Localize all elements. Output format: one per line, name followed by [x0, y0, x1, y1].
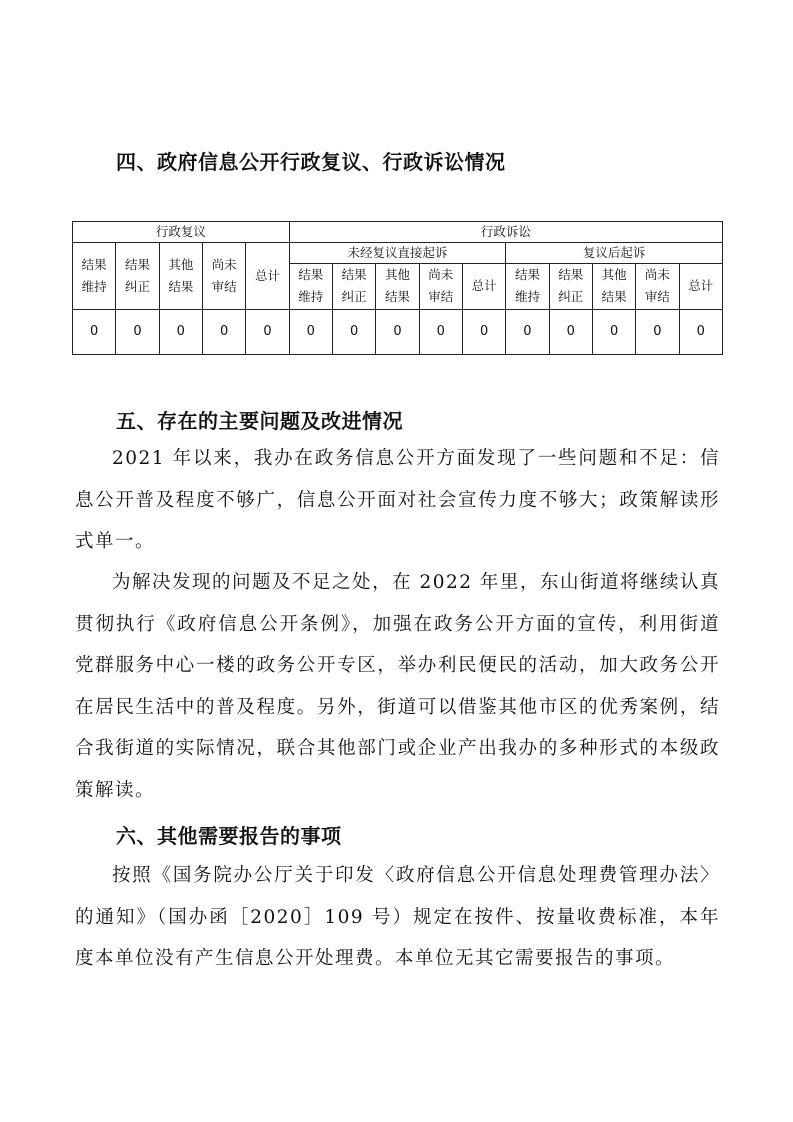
- direct-col-total: 总计: [462, 264, 505, 309]
- header-litigation-after-review: 复议后起诉: [506, 243, 723, 264]
- review-col-maintain: 结果 维持: [73, 243, 116, 309]
- review-col-pending: 尚未 审结: [202, 243, 245, 309]
- section-4-heading: 四、政府信息公开行政复议、行政诉讼情况: [116, 150, 506, 174]
- value-cell: 0: [202, 309, 245, 354]
- header-administrative-review: 行政复议: [73, 222, 290, 243]
- section-5-heading: 五、存在的主要问题及改进情况: [116, 409, 403, 433]
- value-cell: 0: [159, 309, 202, 354]
- header-administrative-litigation: 行政诉讼: [289, 222, 722, 243]
- value-cell: 0: [246, 309, 289, 354]
- direct-col-maintain: 结果 维持: [289, 264, 332, 309]
- review-col-other: 其他 结果: [159, 243, 202, 309]
- review-col-correct: 结果 纠正: [116, 243, 159, 309]
- header-direct-litigation: 未经复议直接起诉: [289, 243, 506, 264]
- value-cell: 0: [679, 309, 722, 354]
- after-col-total: 总计: [679, 264, 722, 309]
- direct-col-other: 其他 结果: [376, 264, 419, 309]
- section-6-heading: 六、其他需要报告的事项: [116, 824, 342, 848]
- direct-col-pending: 尚未 审结: [419, 264, 462, 309]
- review-col-total: 总计: [246, 243, 289, 309]
- paragraph-problems: 2021 年以来，我办在政务信息公开方面发现了一些问题和不足：信息公开普及程度不够广，信息公开面对社会宣传力度不够大；政策解读形式单一。: [75, 448, 720, 552]
- value-cell: 0: [73, 309, 116, 354]
- value-cell: 0: [332, 309, 375, 354]
- value-cell: 0: [462, 309, 505, 354]
- value-cell: 0: [506, 309, 549, 354]
- value-cell: 0: [592, 309, 635, 354]
- values-row: [73, 309, 723, 354]
- value-cell: 0: [289, 309, 332, 354]
- paragraph-other-matters: 按照《国务院办公厅关于印发〈政府信息公开信息处理费管理办法〉的通知》（国办函［2020］109 号）规定在按件、按量收费标准，本年度本单位没有产生信息公开处理费。本单位无其它需要报告的事项。: [75, 865, 720, 969]
- after-col-correct: 结果 纠正: [549, 264, 592, 309]
- after-col-maintain: 结果 维持: [506, 264, 549, 309]
- value-cell: 0: [419, 309, 462, 354]
- direct-col-correct: 结果 纠正: [332, 264, 375, 309]
- paragraph-improvements: 为解决发现的问题及不足之处，在 2022 年里，东山街道将继续认真贯彻执行《政府信息公开条例》，加强在政务公开方面的宣传，利用街道党群服务中心一楼的政务公开专区，举办利民便民的活动，加大政务公开在居民生活中的普及程度。另外，街道可以借鉴其他市区的优秀案例，结合我街道的实际情况，联合其他部门或企业产出我办的多种形式的本级政策解读。: [75, 572, 720, 801]
- review-litigation-table: [72, 221, 723, 355]
- value-cell: 0: [636, 309, 679, 354]
- after-col-other: 其他 结果: [592, 264, 635, 309]
- after-col-pending: 尚未 审结: [636, 264, 679, 309]
- value-cell: 0: [549, 309, 592, 354]
- value-cell: 0: [116, 309, 159, 354]
- value-cell: 0: [376, 309, 419, 354]
